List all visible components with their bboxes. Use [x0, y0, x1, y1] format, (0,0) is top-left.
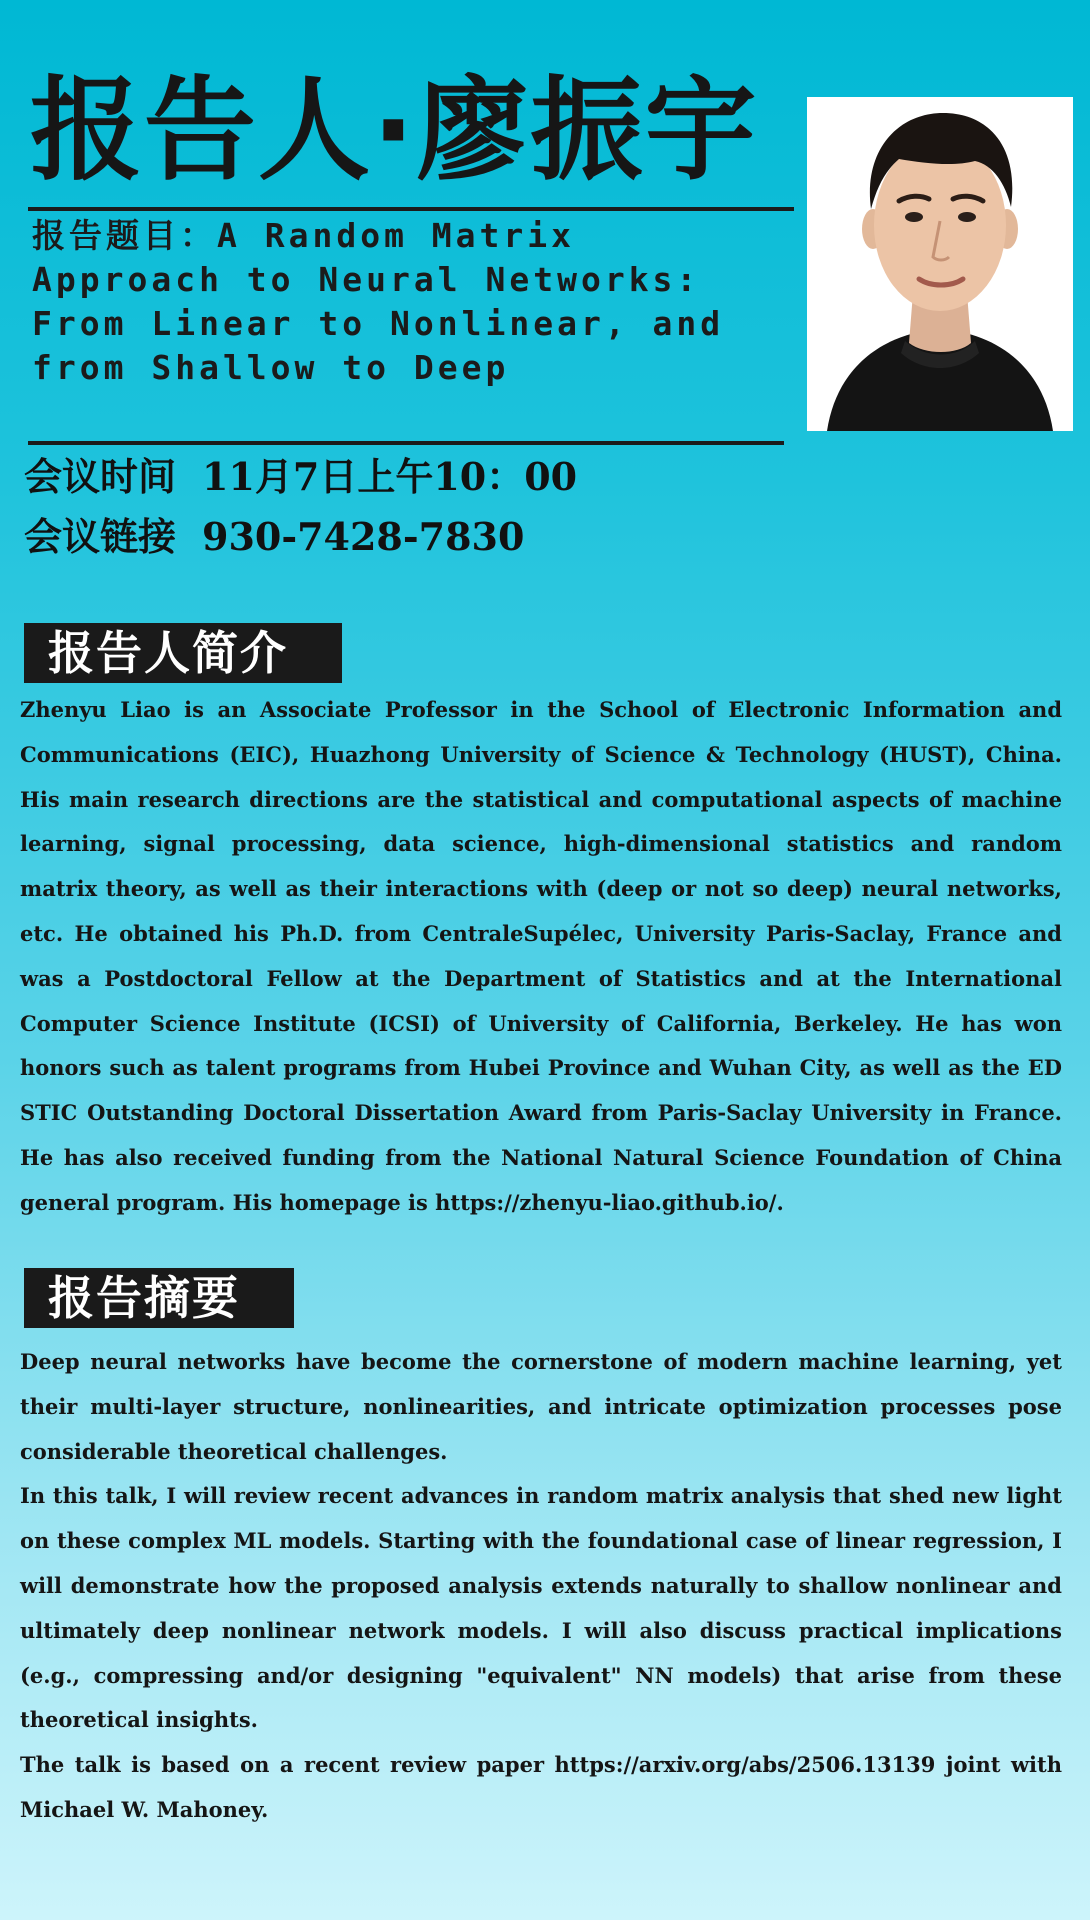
- speaker-portrait-image: [807, 97, 1073, 431]
- speaker-photo: [807, 97, 1073, 431]
- meeting-id-value: 930-7428-7830: [202, 514, 525, 559]
- speaker-bio: Zhenyu Liao is an Associate Professor in the School of Electronic Information and Communications (EIC), Huazhong University of Science & Technology (HUST), China. His main research directions are the statistical and computational aspects of machine learning, signal processing, data science, high-dimensional statistics and random matrix theory, as well as their interactions with (deep or not so deep) neural networks, etc. He obtained his Ph.D. from CentraleSupélec, University Paris-Saclay, France and was a Postdoctoral Fellow at the Department of Statistics and at the International Computer Science Institute (ICSI) of University of California, Berkeley. He has won honors such as talent programs from Hubei Province and Wuhan City, as well as the ED STIC Outstanding Doctoral Dissertation Award from Paris-Saclay University in France. He has also received funding from the National Natural Science Foundation of China general program. His homepage is https://zhenyu-liao.github.io/.: [20, 697, 1062, 1215]
- abstract-paragraph: The talk is based on a recent review paper https://arxiv.org/abs/2506.13139 joint with Michael W. Mahoney.: [20, 1752, 1062, 1822]
- meeting-time-label: 会议时间: [24, 454, 177, 499]
- abstract-body: [20, 1340, 1062, 1833]
- talk-title: 报告题目：A Random Matrix Approach to Neural Networks: From Linear to Nonlinear, and from Shallow to Deep: [32, 216, 725, 387]
- meeting-time-row: [24, 451, 577, 503]
- abstract-paragraph: In this talk, I will review recent advances in random matrix analysis that shed new light on these complex ML models. Starting with the foundational case of linear regression, I will demonstrate how the proposed analysis extends naturally to shallow nonlinear and ultimately deep nonlinear network models. I will also discuss practical implications (e.g., compressing and/or designing "equivalent" NN models) that arise from these theoretical insights.: [20, 1483, 1062, 1733]
- abstract-paragraph: Deep neural networks have become the cornerstone of modern machine learning, yet their multi-layer structure, nonlinearities, and intricate optimization processes pose considerable theoretical challenges.: [20, 1349, 1062, 1464]
- abstract-section-heading: 报告摘要: [24, 1268, 294, 1328]
- bio-section-heading: 报告人简介: [24, 623, 342, 683]
- divider-top: [28, 207, 794, 211]
- speaker-heading: 报告人·廖振宇: [30, 66, 759, 196]
- divider-middle: [28, 441, 784, 445]
- meeting-link-label: 会议链接: [24, 514, 177, 559]
- meeting-time-value: 11月7日上午10：00: [202, 454, 578, 499]
- meeting-link-row: [24, 511, 524, 563]
